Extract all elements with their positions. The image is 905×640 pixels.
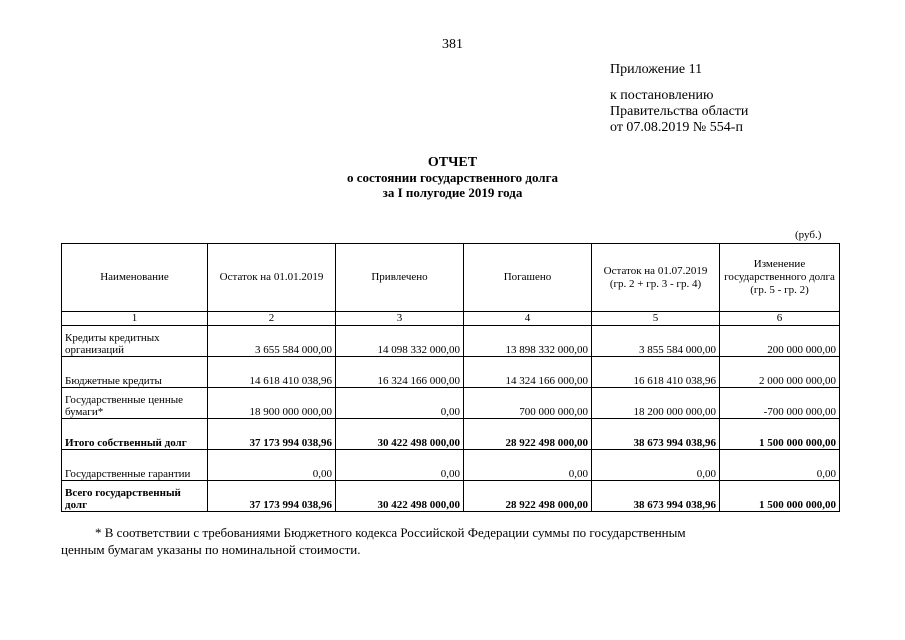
footnote	[61, 524, 841, 558]
cell-value: 3 855 584 000,00	[592, 326, 720, 357]
table-row-subtotal	[62, 419, 840, 450]
title-line: ОТЧЕТ	[427, 155, 478, 170]
report-title	[0, 155, 905, 200]
cell-value: 14 324 166 000,00	[464, 357, 592, 388]
column-header: Остаток на 01.07.2019 (гр. 2 + гр. 3 - гр. 4)	[592, 244, 720, 312]
cell-value: 18 200 000 000,00	[592, 388, 720, 419]
cell-value: 0,00	[464, 450, 592, 481]
cell-value: 16 324 166 000,00	[336, 357, 464, 388]
page-number: 381	[442, 37, 463, 52]
title-line: о состоянии государственного долга	[346, 170, 559, 185]
column-number: 4	[464, 312, 592, 326]
annex-line: от 07.08.2019 № 554-п	[610, 120, 743, 135]
table-row	[62, 450, 840, 481]
column-header: Остаток на 01.01.2019	[208, 244, 336, 312]
row-name: Бюджетные кредиты	[62, 357, 208, 388]
row-name: Кредиты кредитных организаций	[62, 326, 208, 357]
row-name: Итого собственный долг	[62, 419, 208, 450]
cell-value: 3 655 584 000,00	[208, 326, 336, 357]
row-name: Государственные ценные бумаги*	[62, 388, 208, 419]
footnote-line: ценным бумагам указаны по номинальной стоимости.	[61, 542, 361, 557]
cell-value: 1 500 000 000,00	[720, 419, 840, 450]
column-header: Наименование	[62, 244, 208, 312]
debt-report-table	[61, 243, 840, 512]
cell-value: 0,00	[592, 450, 720, 481]
row-name: Государственные гарантии	[62, 450, 208, 481]
cell-value: 2 000 000 000,00	[720, 357, 840, 388]
annex-block	[610, 62, 748, 136]
table-row	[62, 388, 840, 419]
cell-value: 30 422 498 000,00	[336, 481, 464, 512]
column-number: 6	[720, 312, 840, 326]
cell-value: 38 673 994 038,96	[592, 481, 720, 512]
cell-value: 13 898 332 000,00	[464, 326, 592, 357]
cell-value: 18 900 000 000,00	[208, 388, 336, 419]
cell-value: 16 618 410 038,96	[592, 357, 720, 388]
column-number: 3	[336, 312, 464, 326]
cell-value: 200 000 000,00	[720, 326, 840, 357]
cell-value: 28 922 498 000,00	[464, 481, 592, 512]
table-row	[62, 326, 840, 357]
cell-value: 0,00	[208, 450, 336, 481]
cell-value: 1 500 000 000,00	[720, 481, 840, 512]
column-header: Погашено	[464, 244, 592, 312]
cell-value: 38 673 994 038,96	[592, 419, 720, 450]
column-header: Изменение государственного долга (гр. 5 - гр. 2)	[720, 244, 840, 312]
cell-value: -700 000 000,00	[720, 388, 840, 419]
cell-value: 14 618 410 038,96	[208, 357, 336, 388]
footnote-line: * В соответствии с требованиями Бюджетного кодекса Российской Федерации суммы по государственным	[95, 525, 686, 540]
cell-value: 37 173 994 038,96	[208, 481, 336, 512]
table-row	[62, 357, 840, 388]
column-number: 5	[592, 312, 720, 326]
cell-value: 14 098 332 000,00	[336, 326, 464, 357]
cell-value: 0,00	[336, 388, 464, 419]
title-line: за I полугодие 2019 года	[382, 185, 523, 200]
cell-value: 37 173 994 038,96	[208, 419, 336, 450]
annex-line: к постановлению	[610, 88, 714, 103]
column-number: 2	[208, 312, 336, 326]
cell-value: 28 922 498 000,00	[464, 419, 592, 450]
cell-value: 30 422 498 000,00	[336, 419, 464, 450]
cell-value: 0,00	[336, 450, 464, 481]
cell-value: 0,00	[720, 450, 840, 481]
column-number-row	[62, 312, 840, 326]
annex-title: Приложение 11	[610, 62, 703, 77]
annex-line: Правительства области	[610, 104, 749, 119]
table-row-total	[62, 481, 840, 512]
table-header-row	[62, 244, 840, 312]
column-header: Привлечено	[336, 244, 464, 312]
unit-label: (руб.)	[795, 229, 822, 241]
row-name: Всего государственный долг	[62, 481, 208, 512]
cell-value: 700 000 000,00	[464, 388, 592, 419]
column-number: 1	[62, 312, 208, 326]
